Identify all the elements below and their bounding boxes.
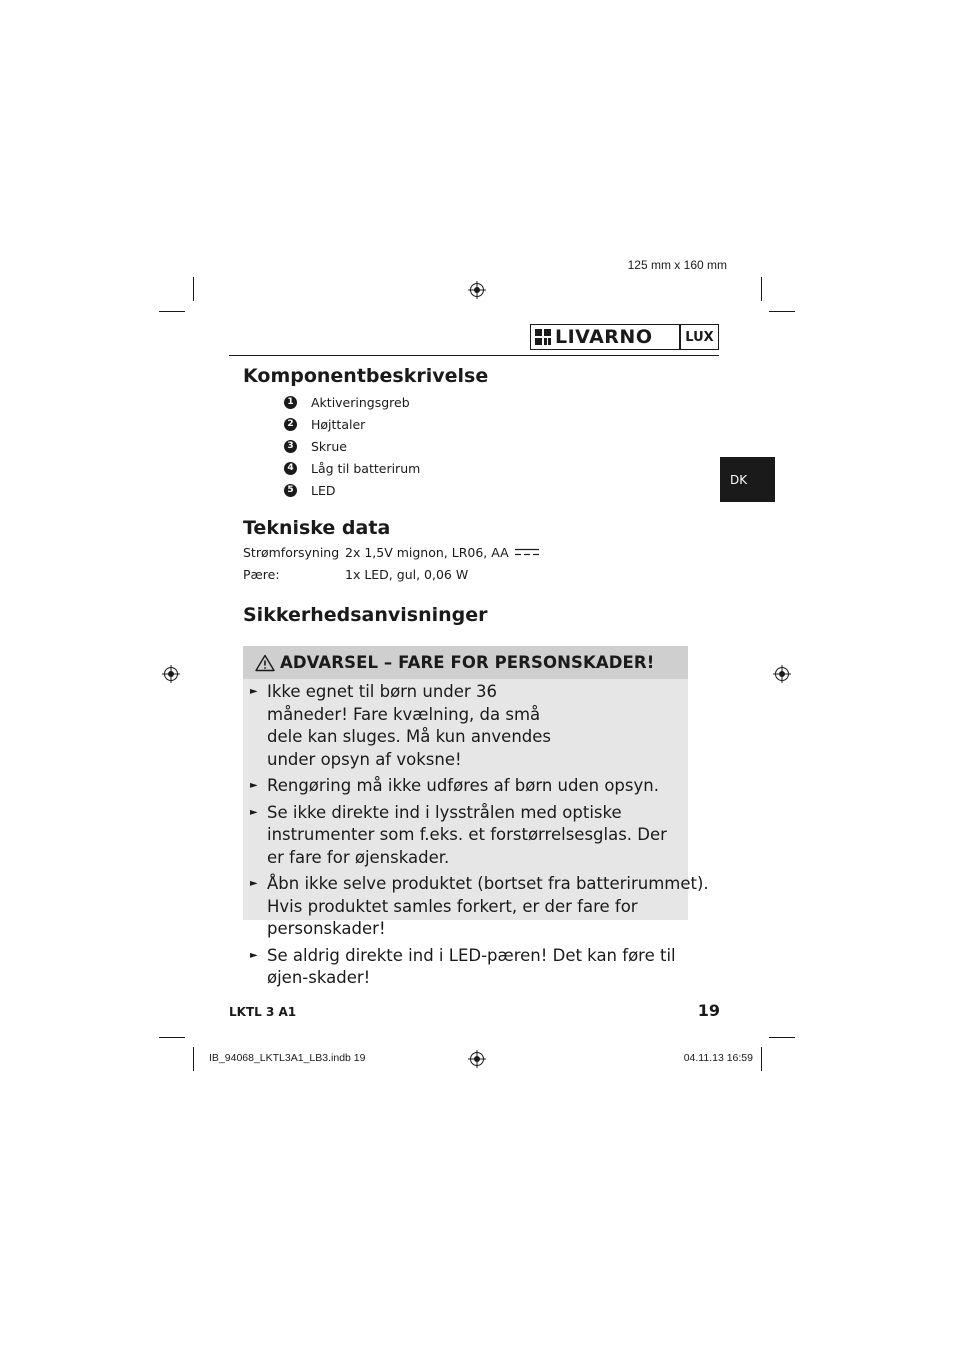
- item-number: 5: [284, 484, 297, 497]
- bullet-arrow-icon: ►: [250, 686, 258, 697]
- crop-mark: [761, 277, 762, 301]
- bullet-arrow-icon: ►: [250, 780, 258, 791]
- bullet-arrow-icon: ►: [250, 806, 258, 818]
- item-number: 1: [284, 396, 297, 409]
- item-label: Låg til batterirum: [311, 460, 421, 476]
- warning-box: [243, 646, 709, 987]
- list-item: [243, 945, 692, 990]
- table-row: [243, 541, 539, 563]
- logo-sub: LUX: [680, 324, 719, 350]
- slug-date: 04.11.13 16:59: [683, 1052, 753, 1064]
- warning-list: [243, 681, 709, 994]
- registration-mark-icon: [468, 1050, 486, 1068]
- crop-mark: [769, 1037, 795, 1038]
- warning-triangle-icon: [255, 654, 275, 672]
- registration-mark-icon: [468, 281, 486, 299]
- paper-size-label: 125 mm x 160 mm: [627, 258, 727, 272]
- tech-value: 2x 1,5V mignon, LR06, AA: [345, 544, 509, 560]
- list-item: [284, 413, 420, 435]
- registration-mark-icon: [773, 665, 791, 683]
- crop-mark: [159, 311, 185, 312]
- table-row: [243, 563, 539, 585]
- registration-mark-icon: [162, 665, 180, 683]
- page-number: 19: [697, 1001, 720, 1020]
- list-item: [243, 802, 687, 870]
- item-label: Skrue: [311, 438, 347, 454]
- warning-header: [243, 646, 688, 679]
- dc-symbol-icon: [515, 548, 539, 556]
- logo-main: [530, 324, 680, 350]
- slug-filename: IB_94068_LKTL3A1_LB3.indb 19: [209, 1052, 366, 1064]
- bullet-arrow-icon: ►: [250, 878, 258, 889]
- bullet-arrow-icon: ►: [250, 949, 258, 961]
- brand-logo: [530, 324, 719, 350]
- header-rule: [229, 355, 719, 356]
- item-number: 4: [284, 462, 297, 475]
- list-item: [243, 681, 567, 771]
- list-item: [284, 391, 420, 413]
- item-number: 3: [284, 440, 297, 453]
- crop-mark: [193, 1047, 194, 1071]
- logo-grid-icon: [535, 329, 551, 345]
- safety-title: Sikkerhedsanvisninger: [243, 604, 488, 626]
- crop-mark: [761, 1047, 762, 1071]
- item-number: 2: [284, 418, 297, 431]
- list-item: [284, 479, 420, 501]
- crop-mark: [159, 1037, 185, 1038]
- list-item: [243, 775, 688, 798]
- warning-text: Se ikke direkte ind i lysstrålen med optiske instrumenter som f.eks. et forstørrelsesglas. Der er fare for øjenskader.: [267, 802, 667, 867]
- item-label: Aktiveringsgreb: [311, 394, 410, 410]
- warning-text: Ikke egnet til børn under 36 måneder! Fare kvælning, da små dele kan sluges. Må kun anvendes under opsyn af voksne!: [267, 682, 551, 769]
- item-label: LED: [311, 482, 336, 498]
- crop-mark: [193, 277, 194, 301]
- list-item: [243, 873, 712, 941]
- crop-mark: [769, 311, 795, 312]
- warning-text: Åbn ikke selve produktet (bortset fra batterirummet). Hvis produktet samles forkert, er der fare for personskader!: [267, 874, 709, 938]
- tech-label: Strømforsyning: [243, 544, 340, 560]
- warning-text: Se aldrig direkte ind i LED-pæren! Det kan føre til øjen-skader!: [267, 945, 676, 987]
- model-number: LKTL 3 A1: [229, 1005, 297, 1019]
- warning-text: Rengøring må ikke udføres af børn uden opsyn.: [267, 776, 659, 795]
- list-item: [284, 435, 420, 457]
- logo-word: LIVARNO: [555, 326, 653, 348]
- components-list: [284, 391, 420, 501]
- list-item: [284, 457, 420, 479]
- tech-table: [243, 541, 539, 585]
- tech-value: 1x LED, gul, 0,06 W: [345, 566, 469, 582]
- warning-heading: ADVARSEL – FARE FOR PERSONSKADER!: [280, 653, 655, 672]
- tech-label: Pære:: [243, 566, 280, 582]
- tech-title: Tekniske data: [243, 517, 391, 539]
- components-title: Komponentbeskrivelse: [243, 365, 489, 387]
- item-label: Højttaler: [311, 416, 366, 432]
- language-tab: DK: [720, 457, 775, 502]
